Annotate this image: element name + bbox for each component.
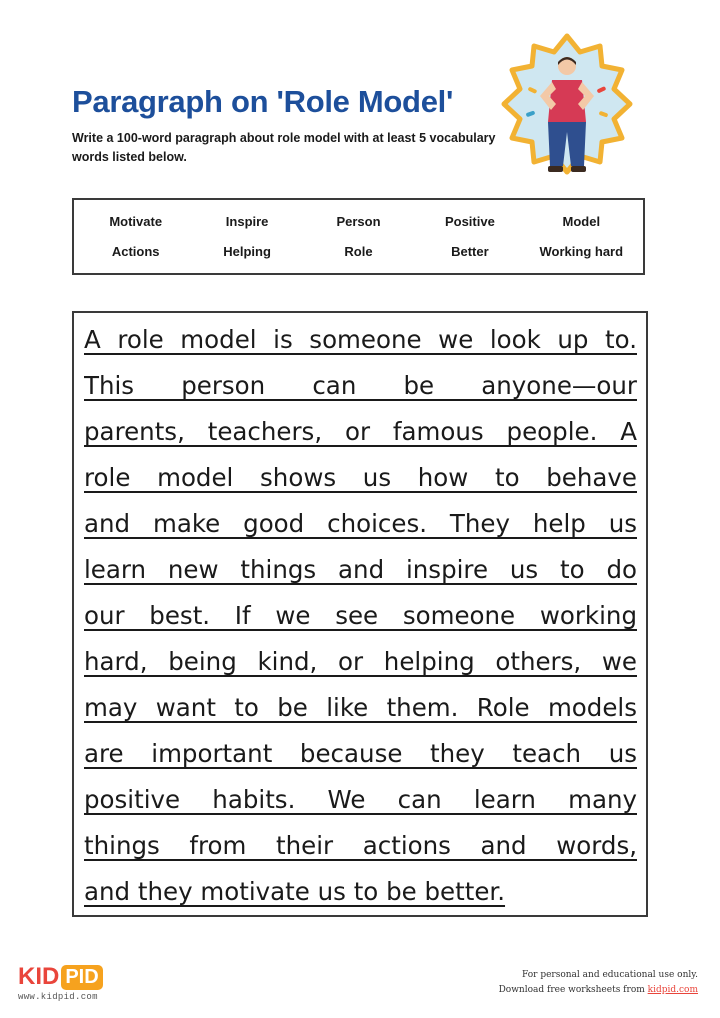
role-model-illustration — [496, 32, 638, 187]
logo-wordmark — [18, 962, 118, 992]
paragraph-line: learn new things and inspire us to do — [84, 555, 637, 584]
paragraph-box — [72, 311, 648, 917]
instructions-text: Write a 100-word paragraph about role model with at least 5 vocabulary words listed below. — [72, 131, 496, 164]
footer-notice — [499, 968, 698, 998]
vocab-word: Helping — [223, 244, 271, 260]
vocab-word: Positive — [444, 213, 495, 229]
page-title: Paragraph on 'Role Model' — [72, 84, 454, 119]
vocabulary-box — [72, 198, 645, 275]
vocab-word: Model — [562, 213, 601, 229]
vocab-word: Better — [451, 244, 489, 260]
footer-link[interactable]: kidpid.com — [647, 985, 698, 995]
paragraph-line: role model shows us how to behave — [84, 463, 637, 492]
paragraph-line: are important because they teach us — [84, 739, 637, 768]
paragraph-line: positive habits. We can learn many — [84, 785, 637, 814]
logo-letters: KID — [18, 963, 60, 990]
paragraph-line-last: and they motivate us to be better. — [84, 877, 506, 906]
vocab-word: Person — [336, 213, 381, 229]
vocab-word: Motivate — [109, 213, 163, 229]
paragraph-line: This person can be anyone—our — [84, 371, 637, 400]
footer-line-1: For personal and educational use only. — [522, 970, 698, 980]
vocab-word: Actions — [111, 244, 160, 260]
paragraph-line: may want to be like them. Role models — [84, 693, 637, 722]
paragraph-line: our best. If we see someone working — [84, 601, 637, 630]
footer-line-2 — [499, 983, 698, 998]
vocab-word: Role — [344, 244, 373, 260]
paragraph-line: hard, being kind, or helping others, we — [84, 647, 637, 676]
paragraph-line: A role model is someone we look up to. — [84, 325, 637, 354]
footer-prefix: Download free worksheets from — [498, 985, 648, 995]
logo-pill: PID — [61, 965, 102, 990]
vocab-word: Working hard — [539, 244, 624, 260]
paragraph-line: things from their actions and words, — [84, 831, 637, 860]
vocab-word: Inspire — [225, 213, 269, 229]
kidpid-logo — [18, 962, 118, 1004]
logo-url: www.kidpid.com — [18, 992, 98, 1002]
paragraph-line: and make good choices. They help us — [84, 509, 637, 538]
paragraph-line: parents, teachers, or famous people. A — [84, 417, 637, 446]
